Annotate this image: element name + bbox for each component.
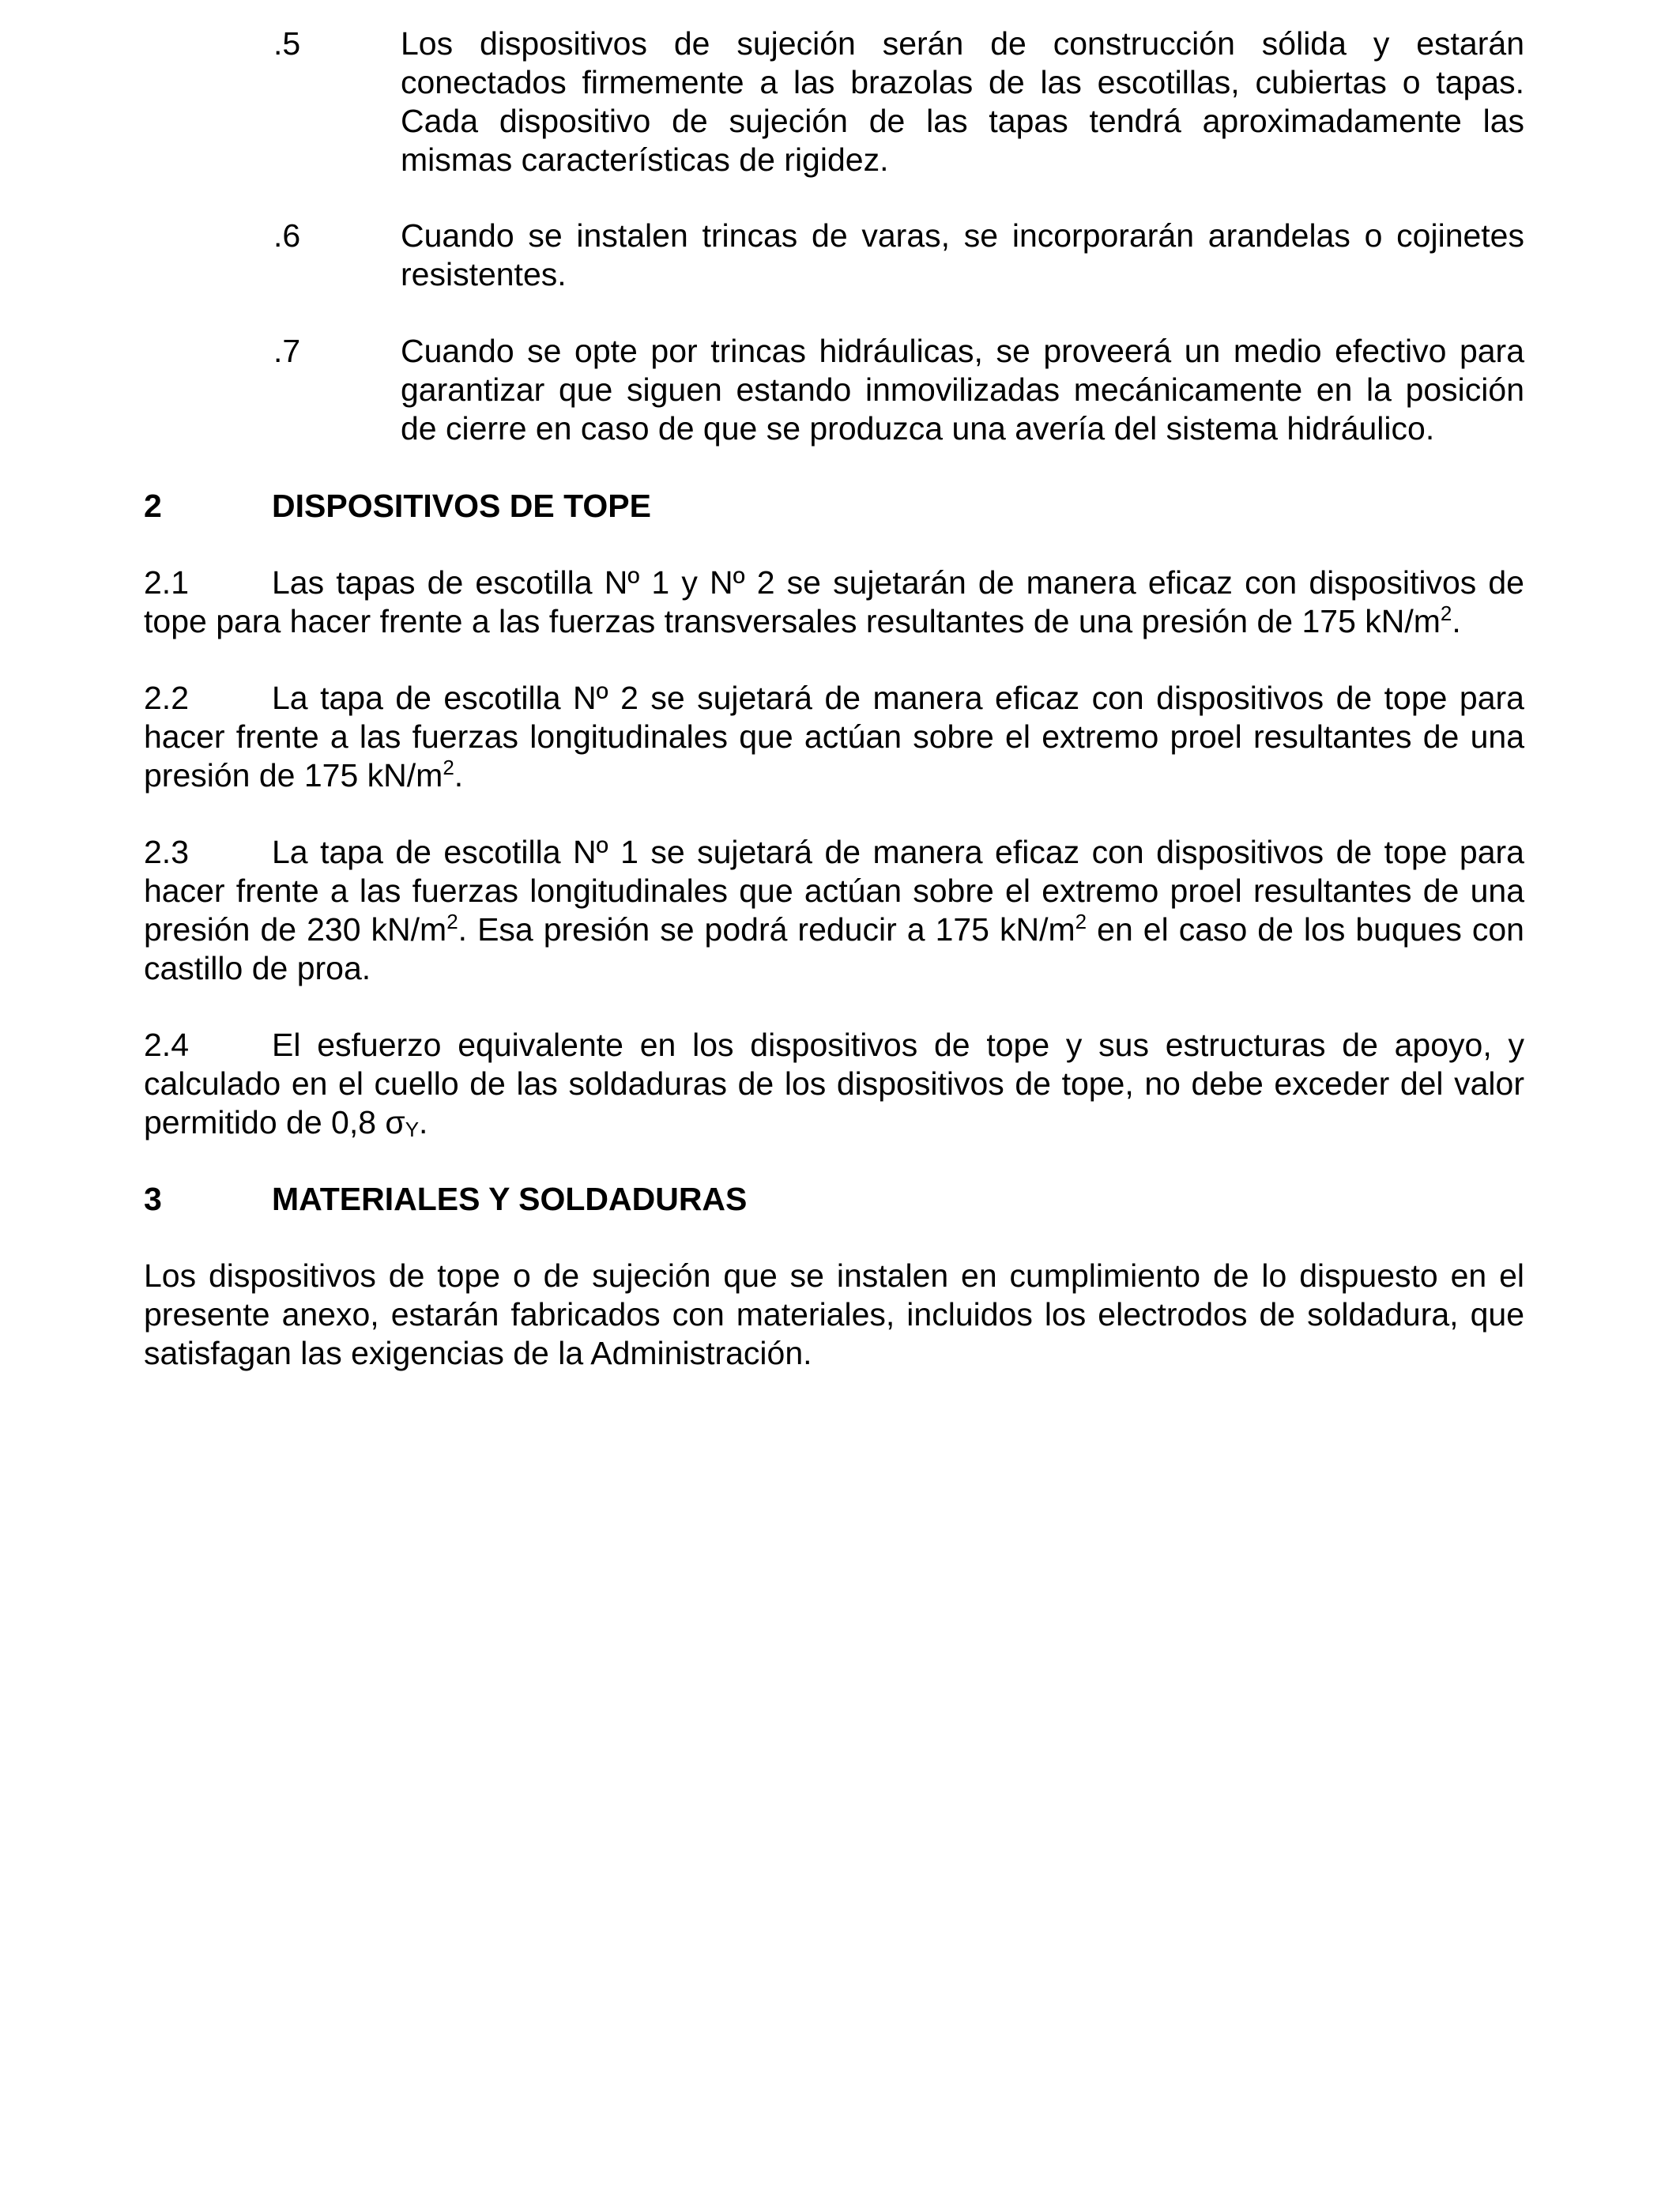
paragraph-text-end: . (419, 1104, 428, 1140)
paragraph-number: 2.4 (144, 1027, 189, 1063)
paragraph-text-middle: . Esa presión se podrá reducir a 175 kN/m (458, 911, 1075, 948)
list-item-text: Los dispositivos de sujeción serán de construcción sólida y estarán conectados firmemente a las brazolas de las escotillas, cubiertas o tapas. Cada dispositivo de sujeción de las tapas tendrá aproximadamente las mismas características de rigidez. (401, 25, 1524, 178)
subscript: Y (405, 1118, 420, 1141)
section-number: 3 (144, 1181, 162, 1217)
section-title: DISPOSITIVOS DE TOPE (272, 488, 651, 524)
superscript: 2 (443, 756, 454, 779)
paragraph-2-3 (144, 833, 1524, 988)
paragraph-text-end: en el caso de los buques con castillo de proa. (144, 911, 1524, 986)
paragraph-2-2 (144, 679, 1524, 795)
paragraph-text: La tapa de escotilla Nº 1 se sujetará de manera eficaz con dispositivos de tope para hacer frente a las fuerzas longitudinales que actúan sobre el extremo proel resultantes de una presión de 230 kN/m (144, 834, 1524, 948)
paragraph-number: 2.3 (144, 834, 189, 870)
paragraph-text: El esfuerzo equivalente en los dispositivos de tope y sus estructuras de apoyo, y calculado en el cuello de las soldaduras de los dispositivos de tope, no debe exceder del valor permitido de 0,8 σ (144, 1027, 1524, 1140)
superscript: 2 (1440, 601, 1452, 625)
section-number: 2 (144, 488, 162, 524)
paragraph-2-1 (144, 564, 1524, 641)
superscript: 2 (1075, 910, 1087, 933)
list-item-number: .5 (273, 25, 301, 62)
paragraph-text: Las tapas de escotilla Nº 1 y Nº 2 se sujetarán de manera eficaz con dispositivos de tope para hacer frente a las fuerzas transversales resultantes de una presión de 175 kN/m (144, 564, 1524, 639)
paragraph-text-end: . (454, 757, 464, 794)
paragraph-text: La tapa de escotilla Nº 2 se sujetará de manera eficaz con dispositivos de tope para hacer frente a las fuerzas longitudinales que actúan sobre el extremo proel resultantes de una presión de 175 kN/m (144, 680, 1524, 794)
paragraph-number: 2.1 (144, 564, 189, 601)
list-item-number: .6 (273, 217, 301, 254)
paragraph-3: Los dispositivos de tope o de sujeción que se instalen en cumplimiento de lo dispuesto en el presente anexo, estarán fabricados con materiales, incluidos los electrodos de soldadura, que satisfagan las exigencias de la Administración. (144, 1257, 1524, 1371)
list-item-number: .7 (273, 333, 301, 369)
paragraph-2-4 (144, 1026, 1524, 1142)
section-title: MATERIALES Y SOLDADURAS (272, 1181, 748, 1217)
superscript: 2 (446, 910, 458, 933)
paragraph-number: 2.2 (144, 680, 189, 716)
list-item-text: Cuando se opte por trincas hidráulicas, se proveerá un medio efectivo para garantizar que siguen estando inmovilizadas mecánicamente en la posición de cierre en caso de que se produzca una avería del sistema hidráulico. (401, 333, 1524, 447)
paragraph-text-end: . (1452, 603, 1461, 639)
list-item-text: Cuando se instalen trincas de varas, se incorporarán arandelas o cojinetes resistentes. (401, 217, 1524, 292)
